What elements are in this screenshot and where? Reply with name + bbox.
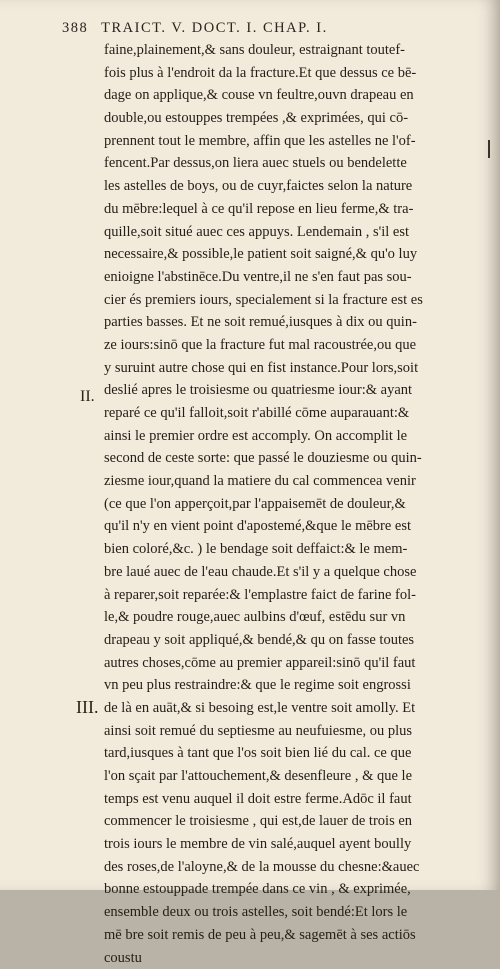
text-line: quille,soit situé auec ces appuys. Lendemain , s'il est (104, 221, 482, 244)
text-line: des roses,de l'aloyne,& de la mousse du chesne:&auec (104, 856, 482, 879)
body-text (104, 39, 482, 969)
text-line: les astelles de boys, ou de cuyr,faictes selon la nature (104, 175, 482, 198)
text-line: double,ou estouppes trempées ,& exprimées, qui cō- (104, 107, 482, 130)
text-line: parties basses. Et ne soit remué,iusques à dix ou quin- (104, 311, 482, 334)
text-line: prennent tout le membre, affin que les astelles ne l'of- (104, 130, 482, 153)
text-line: bonne estouppade trempée dans ce vin , & exprimée, (104, 878, 482, 901)
text-line: fois plus à l'endroit da la fracture.Et que dessus ce bē- (104, 62, 482, 85)
text-line: trois iours le membre de vin salé,auquel ayent boully (104, 833, 482, 856)
text-line: de là en auāt,& si besoing est,le ventre soit amolly. Et (104, 697, 482, 720)
text-line: temps est venu auquel il doit estre ferme.Adōc il faut (104, 788, 482, 811)
text-line: reparé ce qu'il falloit,soit r'abillé cōme auparauant:& (104, 402, 482, 425)
page-header (62, 20, 482, 37)
text-line: à reparer,soit reparée:& l'emplastre faict de farine fol- (104, 584, 482, 607)
text-line: bien coloré,&c. ) le bendage soit deffaict:& le mem- (104, 538, 482, 561)
text-line: commencer le troisiesme , qui est,de lauer de trois en (104, 810, 482, 833)
text-line: second de ceste sorte: que passé le douziesme ou quin- (104, 447, 482, 470)
margin-section-iii: III. (76, 697, 98, 718)
text-line: bre laué auec de l'eau chaude.Et s'il y a quelque chose (104, 561, 482, 584)
text-line: du mēbre:lequel à ce qu'il repose en lieu ferme,& tra- (104, 198, 482, 221)
page-number: 388 (62, 20, 88, 36)
text-line: y suruint autre chose qui en fist instance.Pour lors,soit (104, 357, 482, 380)
text-line: cier és premiers iours, specialement si la fracture est es (104, 289, 482, 312)
margin-mark (488, 140, 490, 158)
text-line: mē bre soit remis de peu à peu,& sagemēt à ses actiōs (104, 924, 482, 947)
text-line: ensemble deux ou trois astelles, soit bendé:Et lors le (104, 901, 482, 924)
text-line: coustu (104, 947, 482, 969)
text-line: vn peu plus restraindre:& que le regime soit engrossi (104, 674, 482, 697)
text-line: necessaire,& possible,le patient soit saigné,& qu'o luy (104, 243, 482, 266)
text-line: tard,iusques à tant que l'os soit bien lié du cal. ce que (104, 742, 482, 765)
text-line: ziesme iour,quand la matiere du cal commencea venir (104, 470, 482, 493)
text-line: l'on sçait par l'attouchement,& desenfleure , & que le (104, 765, 482, 788)
text-line: ainsi soit remué du septiesme au neufuiesme, ou plus (104, 720, 482, 743)
text-line: faine,plainement,& sans douleur, estraignant toutef- (104, 39, 482, 62)
text-line: autres choses,cōme au premier appareil:sinō qu'il faut (104, 652, 482, 675)
text-line: ainsi le premier ordre est accomply. On accomplit le (104, 425, 482, 448)
text-line: dage on applique,& couse vn feultre,ouvn drapeau en (104, 84, 482, 107)
text-line: deslié apres le troisiesme ou quatriesme iour:& ayant (104, 379, 482, 402)
text-line: ze iours:sinō que la fracture fut mal racoustrée,ou que (104, 334, 482, 357)
text-line: enioigne l'abstinēce.Du ventre,il ne s'en faut pas sou- (104, 266, 482, 289)
text-line: qu'il n'y en vient point d'apostemé,&que le mēbre est (104, 515, 482, 538)
margin-section-ii: II. (80, 388, 95, 406)
text-line: drapeau y soit appliqué,& bendé,& qu on fasse toutes (104, 629, 482, 652)
text-line: fencent.Par dessus,on liera auec stuels ou bendelette (104, 152, 482, 175)
text-line: (ce que l'on apperçoit,par l'appaisemēt de douleur,& (104, 493, 482, 516)
running-title: TRAICT. V. DOCT. I. CHAP. I. (101, 20, 328, 36)
text-line: le,& poudre rouge,auec aulbins d'œuf, estēdu sur vn (104, 606, 482, 629)
